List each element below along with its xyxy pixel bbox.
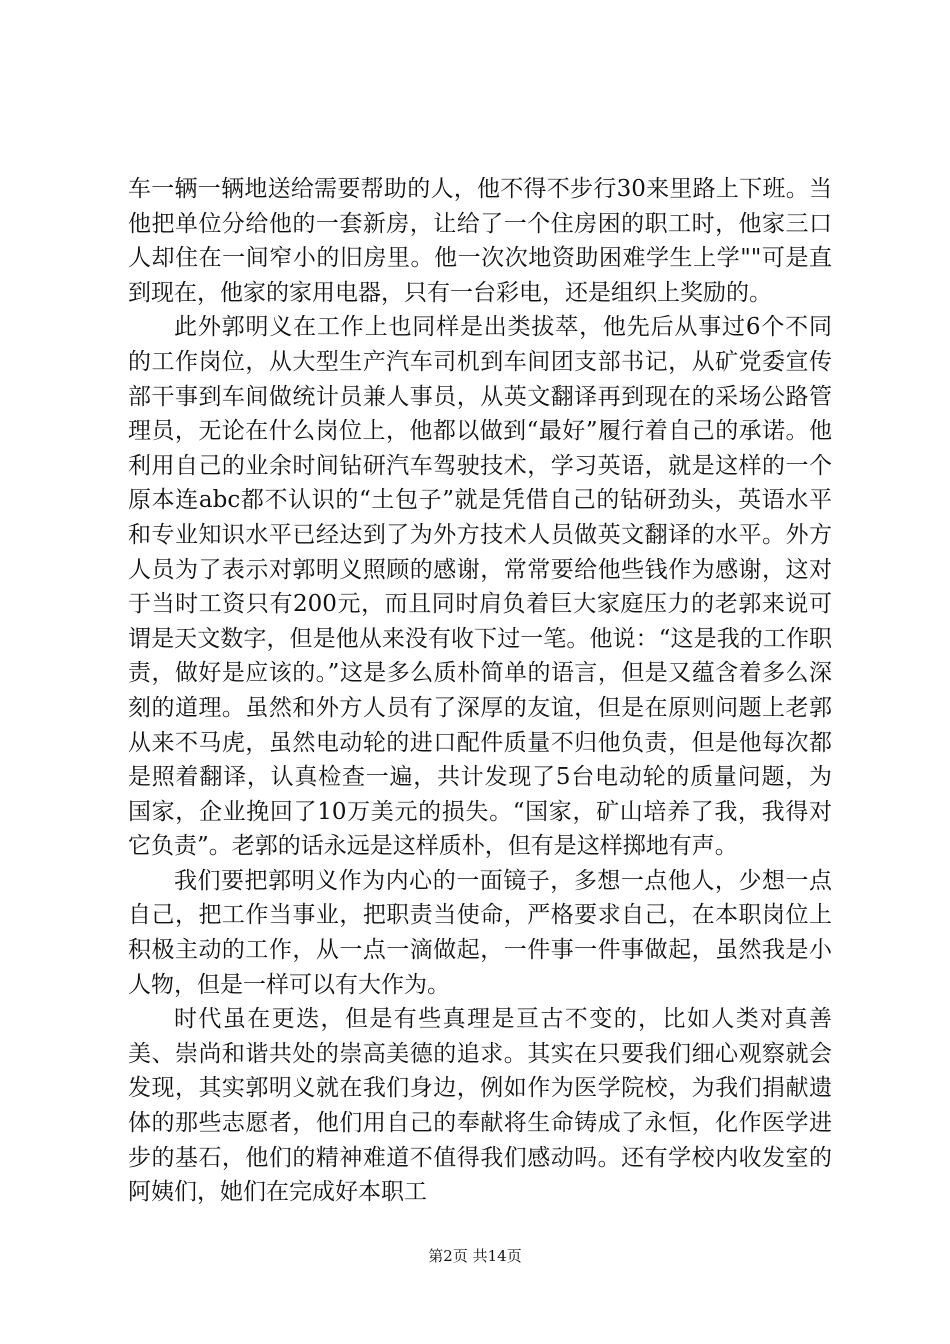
paragraph-2: 此外郭明义在工作上也同样是出类拔萃，他先后从事过6个不同的工作岗位，从大型生产汽车司机到车间团支部书记，从矿党委宣传部干事到车间做统计员兼人事员，从英文翻译再到现在的采场公路管理员，无论在什么岗位上，他都以做到“最好”履行着自己的承诺。他利用自己的业余时间钻研汽车驾驶技术，学习英语，就是这样的一个原本连abc都不认识的“土包子”就是凭借自己的钻研劲头，英语水平和专业知识水平已经达到了为外方技术人员做英文翻译的水平。外方人员为了表示对郭明义照顾的感谢，常常要给他些钱作为感谢，这对于当时工资只有200元，而且同时肩负着巨大家庭压力的老郭来说可谓是天文数字，但是他从来没有收下过一笔。他说：“这是我的工作职责，做好是应该的。”这是多么质朴简单的语言，但是又蕴含着多么深刻的道理。虽然和外方人员有了深厚的友谊，但是在原则问题上老郭从来不马虎，虽然电动轮的进口配件质量不归他负责，但是他每次都是照着翻译，认真检查一遍，共计发现了5台电动轮的质量问题，为国家，企业挽回了10万美元的损失。“国家，矿山培养了我，我得对它负责”。老郭的话永远是这样质朴，但有是这样掷地有声。 (128, 314, 832, 860)
paragraph-1: 车一辆一辆地送给需要帮助的人，他不得不步行30来里路上下班。当他把单位分给他的一套新房，让给了一个住房困的职工时，他家三口人却住在一间窄小的旧房里。他一次次地资助困难学生上学""可是直到现在，他家的家用电器，只有一台彩电，还是组织上奖励的。 (128, 176, 832, 306)
page-number-footer: 第2页 共14页 (428, 1247, 522, 1265)
paragraph-4: 时代虽在更迭，但是有些真理是亘古不变的，比如人类对真善美、崇尚和谐共处的崇高美德的追求。其实在只要我们细心观察就会发现，其实郭明义就在我们身边，例如作为医学院校，为我们捐献遗体的那些志愿者，他们用自己的奉献将生命铸成了永恒，化作医学进步的基石，他们的精神难道不值得我们感动吗。还有学校内收发室的阿姨们，她们在完成好本职工 (128, 1006, 832, 1206)
paragraph-3: 我们要把郭明义作为内心的一面镜子，多想一点他人，少想一点自己，把工作当事业，把职责当使命，严格要求自己，在本职岗位上积极主动的工作，从一点一滴做起，一件事一件事做起，虽然我是小人物，但是一样可以有大作为。 (128, 867, 832, 998)
document-body (128, 172, 832, 1210)
